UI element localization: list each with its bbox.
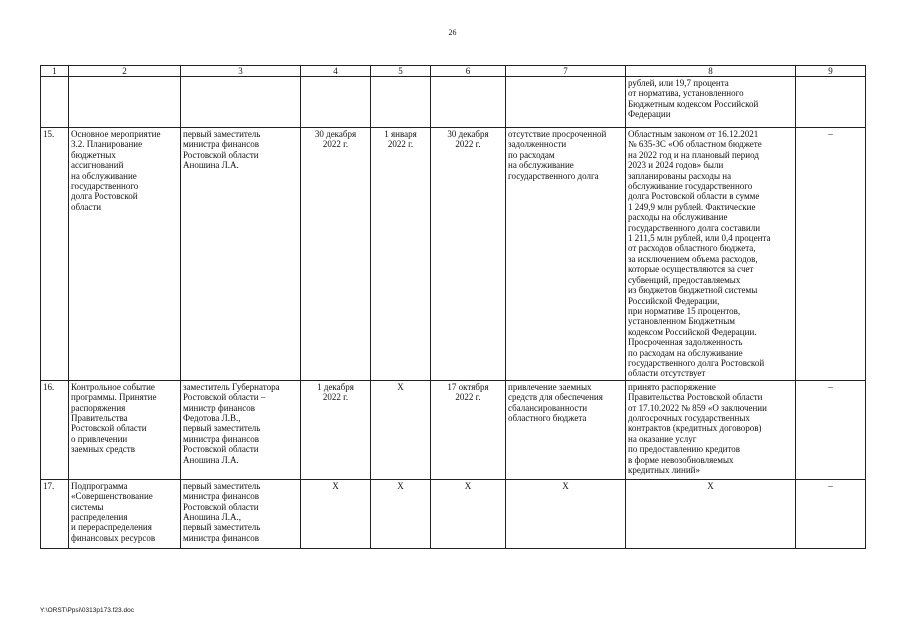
col-header: 2 [69,66,181,77]
cell-fact-end [431,77,506,128]
cell-responsible [181,77,301,128]
col-header: 4 [301,66,371,77]
cell-planned-result: отсутствие просроченной задолженности по расходам на обслуживание государственного долга [506,128,626,381]
cell-fact-end: Х [431,479,506,548]
col-header: 3 [181,66,301,77]
col-header: 6 [431,66,506,77]
cell-fact-start: Х [371,380,431,479]
col-header: 7 [506,66,626,77]
cell-plan-end: 30 декабря 2022 г. [301,128,371,381]
page-number: 26 [448,28,457,37]
cell-actual-result: Х [626,479,796,548]
cell-plan-end: 1 декабря 2022 г. [301,380,371,479]
cell-number: 17. [41,479,69,548]
cell-name: Основное мероприятие 3.2. Планирование бюджетных ассигнований на обслуживание государственного долга Ростовской области [69,128,181,381]
cell-fact-start: Х [371,479,431,548]
table-row [41,77,866,128]
cell-planned-result: привлечение заемных средств для обеспечения сбалансированности областного бюджета [506,380,626,479]
cell-fact-end: 17 октября 2022 г. [431,380,506,479]
col-header: 9 [796,66,866,77]
table-row [41,380,866,479]
cell-name: Контрольное событие программы. Принятие распоряжения Правительства Ростовской области о привлечении заемных средств [69,380,181,479]
cell-responsible: первый заместитель министра финансов Ростовской области Аношина Л.А. [181,128,301,381]
cell-responsible: заместитель Губернатора Ростовской области – министр финансов Федотова Л.В., первый заместитель министра финансов Ростовской области Аношина Л.А. [181,380,301,479]
cell-actual-result: рублей, или 19,7 процента от норматива, установленного Бюджетным кодексом Российской Федерации [626,77,796,128]
header-row [41,66,866,77]
cell-plan-end: Х [301,479,371,548]
cell-actual-result: Областным законом от 16.12.2021 № 635-ЗС «Об областном бюджете на 2022 год и на плановый период 2023 и 2024 годов» были запланированы расходы на обслуживание государственного долга Ростовской области в сумме 1 249,9 млн рублей. Фактические расходы на обслуживание государственного долга составили 1 211,5 млн рублей, или 0,4 процента от расходов областного бюджета, за исключением объема расходов, которые осуществляются за счет субвенций, предоставляемых из бюджетов бюджетной системы Российской Федерации, при нормативе 15 процентов, установленном Бюджетным кодексом Российской Федерации. Просроченная задолженность по расходам на обслуживание государственного долга Ростовской области отсутствует [626,128,796,381]
cell-number: 16. [41,380,69,479]
cell-plan-end [301,77,371,128]
cell-reasons [796,77,866,128]
cell-name [69,77,181,128]
cell-reasons: – [796,380,866,479]
cell-actual-result: принято распоряжение Правительства Ростовской области от 17.10.2022 № 859 «О заключении долгосрочных государственных контрактов (кредитных договоров) на оказание услуг по предоставлению кредитов в форме невозобновляемых кредитных линий» [626,380,796,479]
cell-planned-result: Х [506,479,626,548]
cell-fact-start [371,77,431,128]
cell-planned-result [506,77,626,128]
table-row [41,128,866,381]
cell-number: 15. [41,128,69,381]
report-table [40,65,866,549]
cell-name: Подпрограмма «Совершенствование системы распределения и перераспределения финансовых ресурсов [69,479,181,548]
file-path-footer: Y:\ORST\Ppsi\0313p173.f23.doc [40,607,134,614]
cell-reasons: – [796,128,866,381]
cell-responsible: первый заместитель министра финансов Ростовской области Аношина Л.А., первый заместитель министра финансов [181,479,301,548]
col-header: 8 [626,66,796,77]
col-header: 5 [371,66,431,77]
cell-number [41,77,69,128]
cell-fact-end: 30 декабря 2022 г. [431,128,506,381]
table-row [41,479,866,548]
col-header: 1 [41,66,69,77]
cell-fact-start: 1 января 2022 г. [371,128,431,381]
cell-reasons: – [796,479,866,548]
